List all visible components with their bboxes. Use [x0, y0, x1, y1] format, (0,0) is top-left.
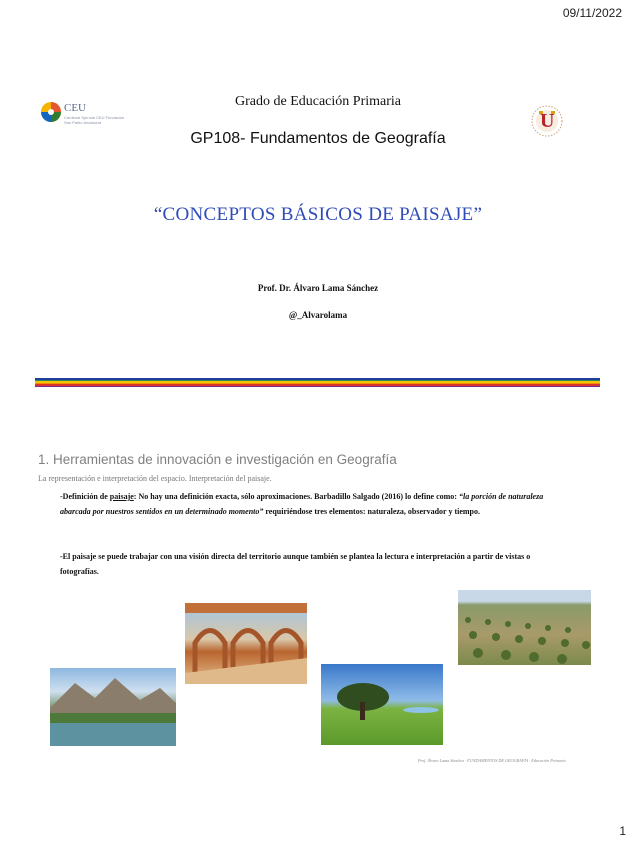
- section-subheading: La representación e interpretación del espacio. Interpretación del paisaje.: [38, 474, 272, 483]
- definition-quote: “la porción de naturaleza abarcada por nuestros sentidos en un determinado momento”: [60, 492, 544, 516]
- page-number: 1: [619, 824, 626, 838]
- document-date: 09/11/2022: [562, 6, 622, 20]
- ceu-logo-text: CEU: [64, 102, 86, 114]
- rainbow-divider: [35, 378, 600, 387]
- section-heading: 1. Herramientas de innovación e investigación en Geografía: [38, 452, 397, 467]
- tree-meadow-photo: [321, 664, 443, 745]
- definition-paragraph: [60, 489, 560, 519]
- definition-end: requiriéndose tres elementos: naturaleza, observador y tiempo.: [263, 507, 480, 516]
- olive-grove-photo: [458, 590, 591, 665]
- seal-letter: U: [540, 110, 555, 132]
- document-title: “CONCEPTOS BÁSICOS DE PAISAJE”: [153, 204, 483, 225]
- definition-keyword: paisaje: [109, 492, 134, 501]
- slide-footer: Prof. Álvaro Lama Sánchez · FUNDAMENTOS DE GEOGRAFÍA · Educación Primaria: [418, 758, 566, 763]
- professor-name: Prof. Dr. Álvaro Lama Sánchez: [257, 283, 379, 293]
- mountain-lake-photo: [50, 668, 176, 746]
- interpretation-paragraph: -El paisaje se puede trabajar con una visión directa del territorio aunque también se plantea la lectura e interpretación a partir de vistas o fotografías.: [60, 552, 531, 576]
- arcade-photo: [185, 603, 307, 684]
- course-name: GP108- Fundamentos de Geografía: [190, 130, 446, 147]
- definition-prefix: -Definición de: [60, 492, 110, 501]
- definition-text: : No hay una definición exacta, sólo aproximaciones. Barbadillo Salgado (2016) lo define como:: [133, 492, 459, 501]
- ceu-logo-subtext: Cardenal Spínola CEU Fundación San Pablo Andalucía: [64, 115, 125, 125]
- degree-name: Grado de Educación Primaria: [235, 94, 401, 109]
- professor-handle: @_Alvarolama: [288, 310, 348, 320]
